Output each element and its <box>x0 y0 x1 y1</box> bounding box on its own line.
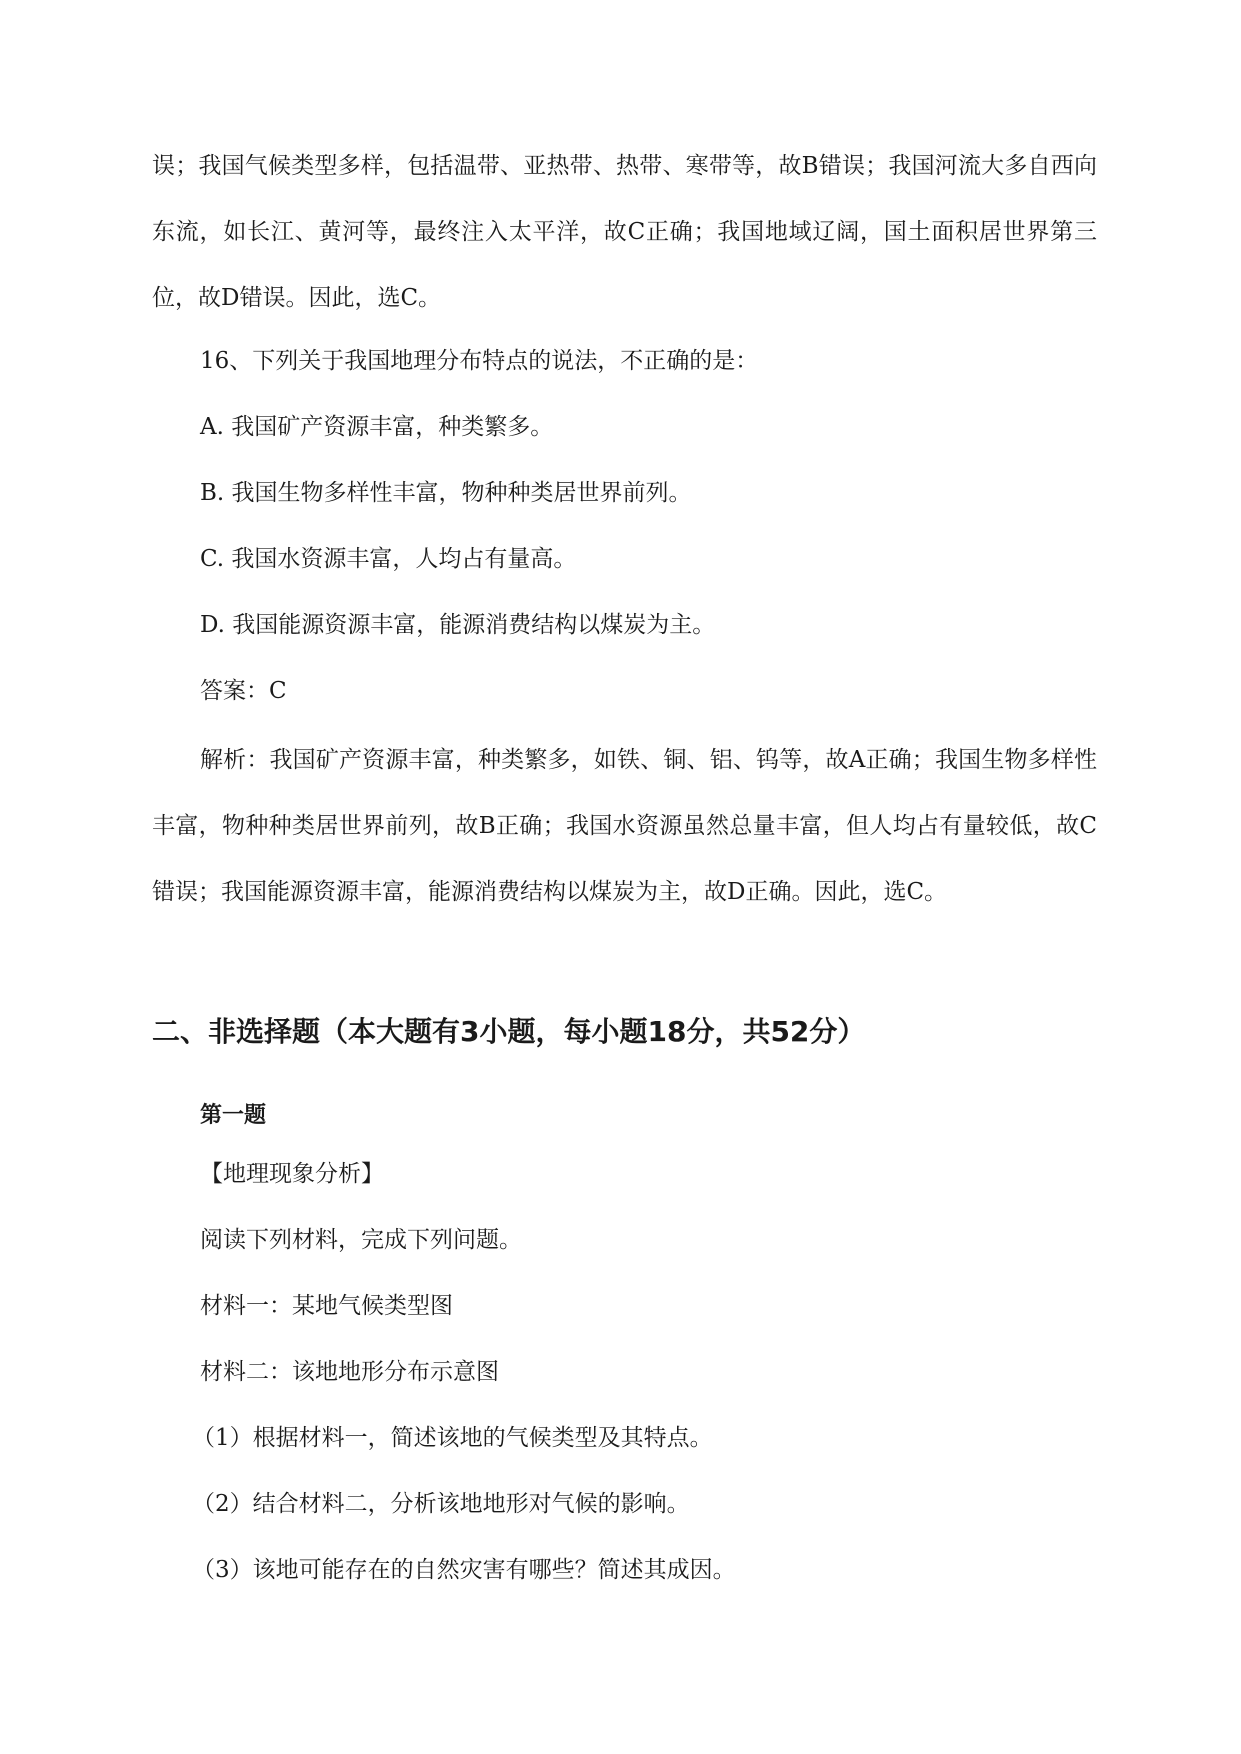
q16-answer: 答案：C <box>200 678 287 704</box>
q16-option-c: C. 我国水资源丰富，人均占有量高。 <box>200 546 577 572</box>
q16-stem: 16、下列关于我国地理分布特点的说法，不正确的是： <box>200 348 759 374</box>
material-two: 材料二：该地地形分布示意图 <box>200 1359 499 1385</box>
q15-analysis-continued: 误；我国气候类型多样，包括温带、亚热带、热带、寒带等，故B错误；我国河流大多自西向东流，如长江、黄河等，最终注入太平洋，故C正确；我国地域辽阔，国土面积居世界第三位，故D错误。因此，选C。 <box>152 153 1097 311</box>
sub-question-2: （2）结合材料二，分析该地地形对气候的影响。 <box>192 1491 690 1517</box>
section-heading: 二、非选择题（本大题有3小题，每小题18分，共52分） <box>152 1015 866 1048</box>
q16-option-a: A. 我国矿产资源丰富，种类繁多。 <box>200 414 554 440</box>
q16-option-d: D. 我国能源资源丰富，能源消费结构以煤炭为主。 <box>200 612 716 638</box>
q16-option-b: B. 我国生物多样性丰富，物种种类居世界前列。 <box>200 480 692 506</box>
material-one: 材料一：某地气候类型图 <box>200 1293 453 1319</box>
first-question-instruction: 阅读下列材料，完成下列问题。 <box>200 1227 522 1253</box>
first-question-topic: 【地理现象分析】 <box>200 1161 384 1187</box>
first-question-title: 第一题 <box>200 1103 267 1128</box>
q16-analysis: 解析：我国矿产资源丰富，种类繁多，如铁、铜、铝、钨等，故A正确；我国生物多样性丰富，物种种类居世界前列，故B正确；我国水资源虽然总量丰富，但人均占有量较低，故C错误；我国能源资源丰富，能源消费结构以煤炭为主，故D正确。因此，选C。 <box>152 747 1097 905</box>
sub-question-1: （1）根据材料一，简述该地的气候类型及其特点。 <box>192 1425 713 1451</box>
sub-question-3: （3）该地可能存在的自然灾害有哪些？简述其成因。 <box>192 1557 736 1583</box>
